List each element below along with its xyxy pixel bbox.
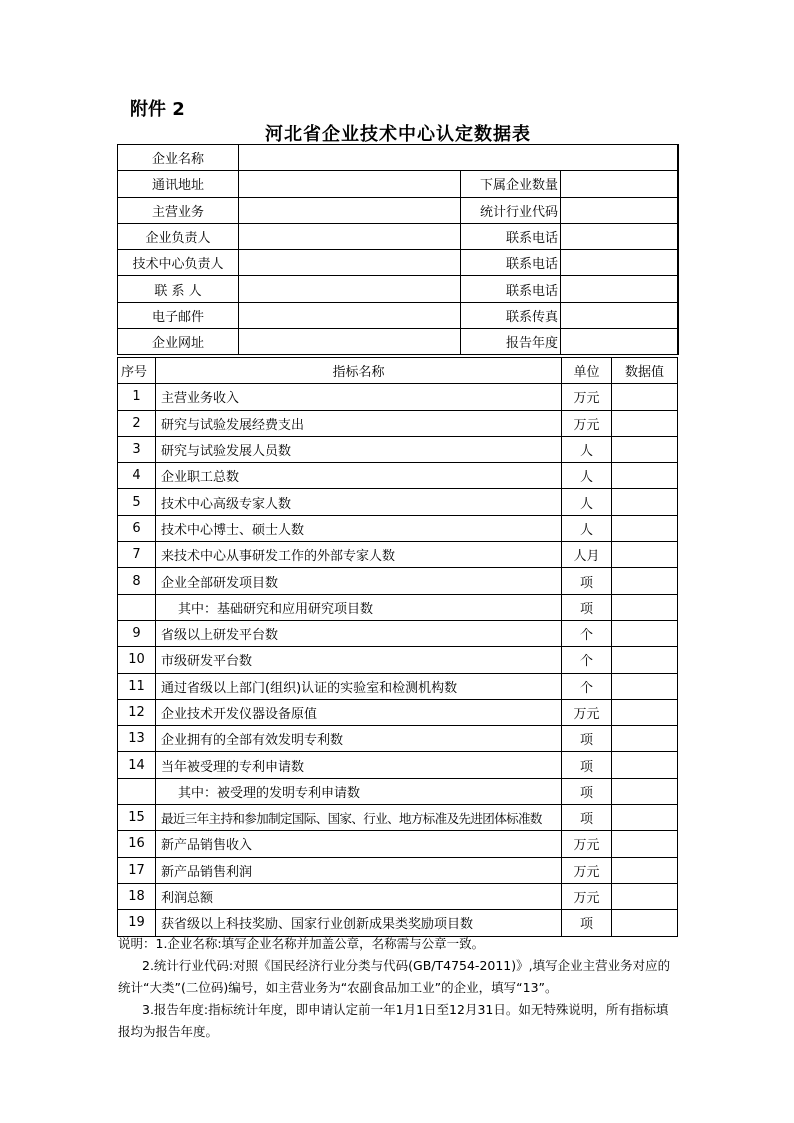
info-label: 下属企业数量	[461, 171, 561, 197]
info-value-field[interactable]	[239, 145, 678, 171]
indicator-row	[118, 410, 678, 436]
indicator-name: 研究与试验发展经费支出	[156, 410, 562, 436]
indicator-row	[118, 857, 678, 883]
info-value-field[interactable]	[561, 197, 678, 223]
indicator-unit: 人	[562, 489, 612, 515]
info-value-field[interactable]	[239, 197, 461, 223]
indicator-seq: 1	[118, 384, 156, 410]
info-row	[118, 197, 678, 223]
info-value-field[interactable]	[239, 302, 461, 328]
indicator-row	[118, 594, 678, 620]
info-label: 报告年度	[461, 329, 561, 355]
indicator-name: 其中：被受理的发明专利申请数	[156, 778, 562, 804]
info-row	[118, 223, 678, 249]
info-value-field[interactable]	[239, 276, 461, 302]
indicator-name: 新产品销售利润	[156, 857, 562, 883]
indicator-unit: 万元	[562, 857, 612, 883]
indicator-name: 企业技术开发仪器设备原值	[156, 699, 562, 725]
indicator-seq: 12	[118, 699, 156, 725]
indicator-unit: 人	[562, 463, 612, 489]
indicator-name: 利润总额	[156, 883, 562, 909]
info-value-field[interactable]	[561, 329, 678, 355]
indicator-value-field[interactable]	[612, 778, 678, 804]
info-value-field[interactable]	[239, 250, 461, 276]
info-label: 联系电话	[461, 276, 561, 302]
info-label: 联系传真	[461, 302, 561, 328]
indicator-name: 技术中心高级专家人数	[156, 489, 562, 515]
indicator-value-field[interactable]	[612, 699, 678, 725]
indicator-name: 主营业务收入	[156, 384, 562, 410]
indicator-name: 企业职工总数	[156, 463, 562, 489]
indicator-row	[118, 883, 678, 909]
indicator-unit: 项	[562, 568, 612, 594]
info-value-field[interactable]	[239, 171, 461, 197]
indicator-row	[118, 726, 678, 752]
indicator-row	[118, 568, 678, 594]
indicator-seq: 10	[118, 647, 156, 673]
indicator-unit: 个	[562, 647, 612, 673]
indicator-value-field[interactable]	[612, 831, 678, 857]
indicator-seq: 13	[118, 726, 156, 752]
indicator-value-field[interactable]	[612, 647, 678, 673]
info-label: 企业名称	[118, 145, 239, 171]
indicator-row	[118, 489, 678, 515]
info-value-field[interactable]	[561, 276, 678, 302]
indicator-row	[118, 831, 678, 857]
info-value-field[interactable]	[239, 329, 461, 355]
info-value-field[interactable]	[561, 250, 678, 276]
info-label: 联系电话	[461, 223, 561, 249]
header-unit: 单位	[562, 358, 612, 384]
indicator-seq: 6	[118, 515, 156, 541]
header-name: 指标名称	[156, 358, 562, 384]
indicator-value-field[interactable]	[612, 515, 678, 541]
indicator-seq	[118, 594, 156, 620]
indicator-name: 技术中心博士、硕士人数	[156, 515, 562, 541]
info-row	[118, 302, 678, 328]
indicator-name: 最近三年主持和参加制定国际、国家、行业、地方标准及先进团体标准数	[156, 805, 562, 831]
enterprise-info-table	[117, 144, 679, 355]
indicator-seq: 16	[118, 831, 156, 857]
indicator-table	[117, 357, 678, 937]
indicator-unit: 万元	[562, 384, 612, 410]
info-row	[118, 329, 678, 355]
indicator-name: 来技术中心从事研发工作的外部专家人数	[156, 542, 562, 568]
indicator-value-field[interactable]	[612, 410, 678, 436]
indicator-unit: 万元	[562, 883, 612, 909]
indicator-name: 省级以上研发平台数	[156, 620, 562, 646]
indicator-name: 企业全部研发项目数	[156, 568, 562, 594]
indicator-row	[118, 384, 678, 410]
indicator-value-field[interactable]	[612, 489, 678, 515]
indicator-unit: 人	[562, 515, 612, 541]
indicator-value-field[interactable]	[612, 463, 678, 489]
indicator-value-field[interactable]	[612, 883, 678, 909]
indicator-seq: 5	[118, 489, 156, 515]
indicator-unit: 个	[562, 620, 612, 646]
indicator-row	[118, 673, 678, 699]
indicator-name: 通过省级以上部门(组织)认证的实验室和检测机构数	[156, 673, 562, 699]
info-label: 统计行业代码	[461, 197, 561, 223]
indicator-value-field[interactable]	[612, 594, 678, 620]
info-label: 电子邮件	[118, 302, 239, 328]
indicator-row	[118, 647, 678, 673]
info-row	[118, 171, 678, 197]
indicator-unit: 项	[562, 778, 612, 804]
indicator-row	[118, 752, 678, 778]
indicator-seq: 11	[118, 673, 156, 699]
notes	[118, 933, 678, 1043]
indicator-unit: 万元	[562, 699, 612, 725]
indicator-row	[118, 515, 678, 541]
info-label: 企业负责人	[118, 223, 239, 249]
indicator-value-field[interactable]	[612, 805, 678, 831]
indicator-unit: 人月	[562, 542, 612, 568]
indicator-row	[118, 436, 678, 462]
indicator-seq: 2	[118, 410, 156, 436]
indicator-value-field[interactable]	[612, 726, 678, 752]
indicator-unit: 项	[562, 594, 612, 620]
indicator-seq: 9	[118, 620, 156, 646]
indicator-name: 获省级以上科技奖励、国家行业创新成果类奖励项目数	[156, 910, 562, 936]
info-value-field[interactable]	[561, 223, 678, 249]
indicator-row	[118, 699, 678, 725]
indicator-value-field[interactable]	[612, 857, 678, 883]
page-title: 河北省企业技术中心认定数据表	[265, 124, 531, 145]
info-value-field[interactable]	[239, 223, 461, 249]
indicator-value-field[interactable]	[612, 673, 678, 699]
info-label: 技术中心负责人	[118, 250, 239, 276]
info-row	[118, 276, 678, 302]
note-2: 2.统计行业代码:对照《国民经济行业分类与代码(GB/T4754-2011)》,填写企业主营业务对应的统计“大类”(二位码)编号，如主营业务为“农副食品加工业”的企业，填写“13”。	[118, 958, 671, 995]
indicator-row	[118, 463, 678, 489]
indicator-seq: 15	[118, 805, 156, 831]
indicator-unit: 项	[562, 910, 612, 936]
indicator-seq: 14	[118, 752, 156, 778]
info-row	[118, 250, 678, 276]
indicator-seq: 4	[118, 463, 156, 489]
indicator-name: 研究与试验发展人员数	[156, 436, 562, 462]
indicator-row	[118, 542, 678, 568]
indicator-unit: 万元	[562, 831, 612, 857]
info-label: 联系电话	[461, 250, 561, 276]
indicator-row	[118, 805, 678, 831]
info-row	[118, 145, 678, 171]
indicator-seq: 8	[118, 568, 156, 594]
indicator-unit: 项	[562, 805, 612, 831]
indicator-unit: 万元	[562, 410, 612, 436]
indicator-seq	[118, 778, 156, 804]
indicator-value-field[interactable]	[612, 752, 678, 778]
info-label: 主营业务	[118, 197, 239, 223]
indicator-unit: 项	[562, 726, 612, 752]
indicator-value-field[interactable]	[612, 542, 678, 568]
info-value-field[interactable]	[561, 302, 678, 328]
indicator-value-field[interactable]	[612, 384, 678, 410]
info-label: 企业网址	[118, 329, 239, 355]
indicator-seq: 17	[118, 857, 156, 883]
indicator-name: 新产品销售收入	[156, 831, 562, 857]
info-label: 联 系 人	[118, 276, 239, 302]
attachment-label: 附件 2	[130, 99, 185, 120]
info-label: 通讯地址	[118, 171, 239, 197]
indicator-unit: 项	[562, 752, 612, 778]
note-3: 3.报告年度:指标统计年度，即申请认定前一年1月1日至12月31日。如无特殊说明，所有指标填报均为报告年度。	[118, 1002, 669, 1039]
header-seq: 序号	[118, 358, 156, 384]
indicator-seq: 19	[118, 910, 156, 936]
indicator-seq: 18	[118, 883, 156, 909]
header-value: 数据值	[612, 358, 678, 384]
note-1: 说明：1.企业名称:填写企业名称并加盖公章，名称需与公章一致。	[118, 936, 485, 951]
indicator-seq: 3	[118, 436, 156, 462]
indicator-name: 企业拥有的全部有效发明专利数	[156, 726, 562, 752]
indicator-row	[118, 778, 678, 804]
indicator-row	[118, 620, 678, 646]
indicator-value-field[interactable]	[612, 436, 678, 462]
indicator-seq: 7	[118, 542, 156, 568]
indicator-unit: 个	[562, 673, 612, 699]
indicator-name: 市级研发平台数	[156, 647, 562, 673]
indicator-header-row	[118, 358, 678, 384]
indicator-unit: 人	[562, 436, 612, 462]
indicator-value-field[interactable]	[612, 620, 678, 646]
indicator-name: 当年被受理的专利申请数	[156, 752, 562, 778]
indicator-value-field[interactable]	[612, 568, 678, 594]
indicator-name: 其中：基础研究和应用研究项目数	[156, 594, 562, 620]
info-value-field[interactable]	[561, 171, 678, 197]
